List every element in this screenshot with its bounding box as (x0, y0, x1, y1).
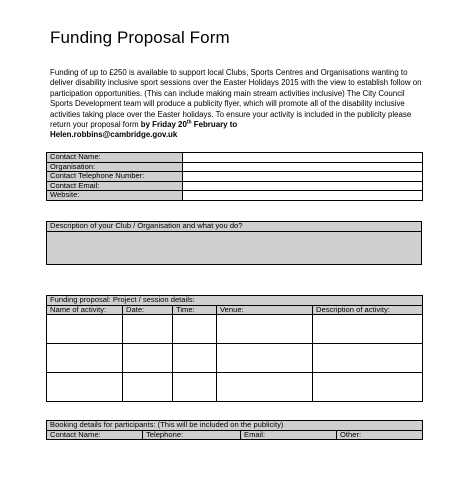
description-label: Description of your Club / Organisation and what you do? (47, 222, 422, 232)
description-table (46, 221, 422, 265)
table-row (47, 172, 423, 182)
activity-date-cell[interactable] (123, 344, 173, 373)
table-row (47, 181, 423, 191)
table-row (47, 373, 423, 402)
booking-telephone-label: Telephone: (143, 430, 241, 440)
contact-details-table (46, 152, 423, 201)
column-header-time: Time: (173, 305, 217, 315)
organisation-label: Organisation: (47, 162, 183, 172)
contact-telephone-field[interactable] (183, 172, 423, 182)
column-header-date: Date: (123, 305, 173, 315)
table-row (47, 315, 423, 344)
contact-telephone-label: Contact Telephone Number: (47, 172, 183, 182)
activity-date-cell[interactable] (123, 315, 173, 344)
funding-proposal-table (46, 295, 423, 402)
activity-name-cell[interactable] (47, 315, 123, 344)
activity-venue-cell[interactable] (217, 344, 313, 373)
booking-details-label: Booking details for participants: (This will be included on the publicity) (47, 421, 423, 431)
page-title: Funding Proposal Form (50, 28, 230, 47)
activity-time-cell[interactable] (173, 344, 217, 373)
booking-email-label: Email: (241, 430, 337, 440)
activity-name-cell[interactable] (47, 344, 123, 373)
intro-text: Funding of up to £250 is available to support local Clubs, Sports Centres and Organisations wanting to deliver disability inclusive sport sessions over the Easter Holidays 2015 with the view to establish follow on participation opportunities. (This can include making main stream activities inclusive) The City Council Sports Development team will produce a publicity flyer, which will promote all of the disability inclusive activities taking place over the Easter holidays. To ensure your activity is included in the publicity please return your proposal form (50, 68, 422, 130)
activity-venue-cell[interactable] (217, 373, 313, 402)
activity-description-cell[interactable] (313, 344, 423, 373)
description-field[interactable] (47, 232, 422, 265)
contact-email-link[interactable]: Helen.robbins@cambridge.gov.uk (50, 130, 178, 140)
contact-name-label: Contact Name: (47, 153, 183, 163)
contact-name-field[interactable] (183, 153, 423, 163)
activity-description-cell[interactable] (313, 373, 423, 402)
organisation-field[interactable] (183, 162, 423, 172)
table-row (47, 162, 423, 172)
table-row (47, 344, 423, 373)
activity-venue-cell[interactable] (217, 315, 313, 344)
activity-date-cell[interactable] (123, 373, 173, 402)
column-header-name-of-activity: Name of activity: (47, 305, 123, 315)
booking-contact-name-label: Contact Name: (47, 430, 143, 440)
booking-details-table (46, 420, 423, 440)
column-header-venue: Venue: (217, 305, 313, 315)
table-row (47, 191, 423, 201)
column-header-description-of-activity: Description of activity: (313, 305, 423, 315)
contact-email-label: Contact Email: (47, 181, 183, 191)
activity-name-cell[interactable] (47, 373, 123, 402)
intro-paragraph (50, 68, 425, 141)
funding-proposal-label: Funding proposal: Project / session details: (47, 296, 423, 306)
activity-time-cell[interactable] (173, 373, 217, 402)
website-label: Website: (47, 191, 183, 201)
website-field[interactable] (183, 191, 423, 201)
booking-other-label: Other: (337, 430, 423, 440)
activity-time-cell[interactable] (173, 315, 217, 344)
activity-description-cell[interactable] (313, 315, 423, 344)
table-row (47, 153, 423, 163)
deadline-text: by Friday 20th February to (140, 119, 238, 130)
contact-email-field[interactable] (183, 181, 423, 191)
